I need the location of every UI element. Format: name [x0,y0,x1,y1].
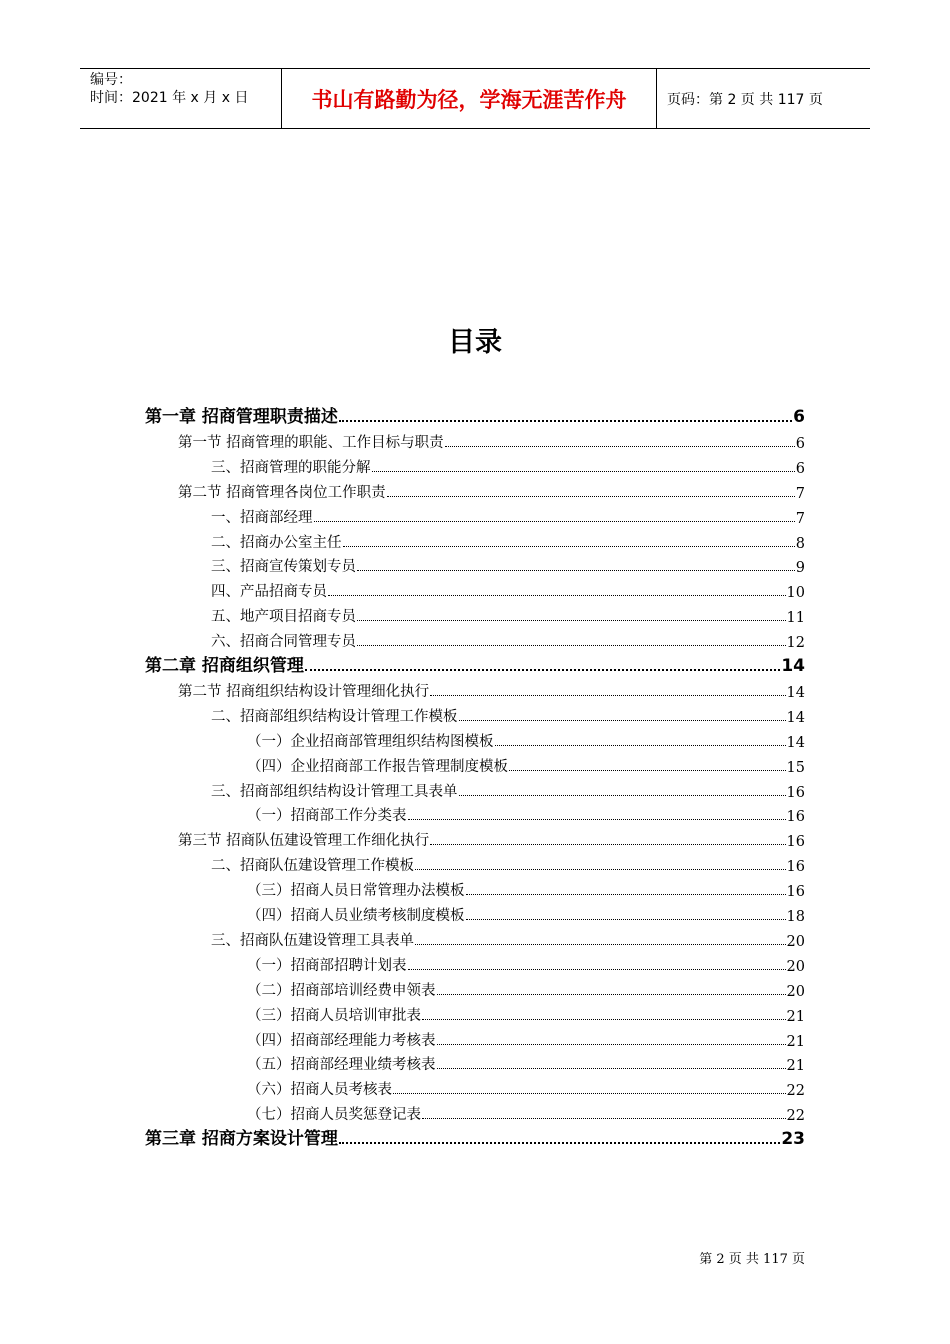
toc-entry-page: 23 [781,1129,805,1150]
toc-entry[interactable] [211,453,805,477]
toc-entry-page: 16 [786,784,805,801]
toc-entry[interactable] [247,752,805,776]
toc-entry-page: 20 [786,983,805,1000]
toc-entry[interactable] [145,1125,805,1149]
toc-entry[interactable] [247,1100,805,1124]
toc-leader-dots [357,620,786,621]
toc-entry-title: （六）招商人员考核表 [247,1082,392,1099]
toc-entry-page: 22 [786,1083,805,1100]
toc-entry-page: 14 [786,734,805,751]
toc-entry-title: （一）招商部招聘计划表 [247,957,407,974]
toc-entry[interactable] [211,602,805,626]
toc-entry[interactable] [178,478,805,502]
toc-entry[interactable] [211,503,805,527]
toc-entry-page: 6 [795,460,805,477]
toc-entry-page: 12 [786,635,805,652]
toc-leader-dots [357,645,786,646]
toc-entry-page: 21 [786,1008,805,1025]
toc-entry-title: 三、招商宣传策划专员 [211,559,356,576]
toc-entry-page: 9 [795,560,805,577]
toc-leader-dots [328,595,786,596]
toc-entry-page: 18 [786,909,805,925]
toc-entry-title: （七）招商人员奖惩登记表 [247,1107,421,1124]
toc-entry[interactable] [211,926,805,950]
toc-entry-title: （四）招商人员业绩考核制度模板 [247,908,465,924]
toc-entry-title: 三、招商管理的职能分解 [211,459,371,476]
toc-entry[interactable] [247,976,805,1000]
toc-entry-title: 二、招商队伍建设管理工作模板 [211,858,414,875]
toc-entry[interactable] [247,876,805,900]
toc-entry-title: 五、地产项目招商专员 [211,609,356,626]
toc-leader-dots [509,770,786,771]
toc-entry-page: 15 [786,759,805,776]
page-header [80,68,870,129]
toc-entry-page: 7 [795,485,805,502]
toc-leader-dots [459,795,786,796]
toc-leader-dots [305,669,780,671]
toc-entry-title: （四）招商部经理能力考核表 [247,1032,436,1049]
toc-entry[interactable] [211,552,805,576]
toc-leader-dots [466,919,786,920]
toc-entry-page: 6 [793,407,805,427]
toc-entry-title: 六、招商合同管理专员 [211,634,356,651]
toc-leader-dots [372,471,795,472]
header-page-label: 页码：第 2 页 共 117 页 [667,91,823,108]
toc-leader-dots [437,1068,786,1069]
toc-entry-page: 20 [786,933,805,950]
toc-entry[interactable] [211,851,805,875]
toc-entry-title: （五）招商部经理业绩考核表 [247,1057,436,1074]
toc-entry[interactable] [211,528,805,552]
toc-entry[interactable] [178,428,805,452]
toc-entry[interactable] [247,1050,805,1074]
toc-entry-title: 第三章 招商方案设计管理 [145,1129,338,1150]
toc-entry-title: （一）企业招商部管理组织结构图模板 [247,733,494,750]
toc-entry[interactable] [247,727,805,751]
toc-entry-title: （三）招商人员日常管理办法模板 [247,883,465,900]
toc-entry-title: 三、招商队伍建设管理工具表单 [211,932,414,949]
toc-entry[interactable] [247,801,805,825]
toc-leader-dots [339,1142,780,1144]
toc-leader-dots [445,446,795,447]
toc-leader-dots [422,1118,786,1119]
toc-leader-dots [415,869,786,870]
toc-leader-dots [408,969,786,970]
toc-entry-title: （四）企业招商部工作报告管理制度模板 [247,758,508,775]
toc-entry-title: 第二节 招商组织结构设计管理细化执行 [178,683,430,700]
toc-entry-title: 第二章 招商组织管理 [145,656,304,676]
toc-entry-title: （二）招商部培训经费申领表 [247,982,436,999]
toc-entry-page: 16 [786,834,805,851]
toc-leader-dots [422,1019,786,1020]
toc-entry-page: 14 [781,656,805,676]
toc-entry[interactable] [145,403,805,427]
toc-entry-title: （一）招商部工作分类表 [247,808,407,825]
toc-entry[interactable] [247,1026,805,1050]
toc-leader-dots [459,720,786,721]
toc-entry[interactable] [211,577,805,601]
toc-entry-title: 第一章 招商管理职责描述 [145,407,338,427]
toc-entry-title: 三、招商部组织结构设计管理工具表单 [211,783,458,800]
toc-entry-page: 8 [795,535,805,552]
toc-leader-dots [408,819,786,820]
toc-entry-page: 6 [795,435,805,452]
toc-entry-title: 第一节 招商管理的职能、工作目标与职责 [178,434,444,451]
toc-leader-dots [387,496,795,497]
toc-entry-page: 16 [786,859,805,876]
toc-leader-dots [430,844,785,845]
toc-entry[interactable] [211,627,805,651]
toc-leader-dots [314,521,795,522]
toc-entry[interactable] [211,702,805,726]
toc-leader-dots [495,745,786,746]
toc-entry-title: （三）招商人员培训审批表 [247,1007,421,1024]
toc-entry-page: 16 [786,884,805,901]
toc-leader-dots [415,944,786,945]
toc-leader-dots [430,695,785,696]
toc-leader-dots [437,1044,786,1045]
toc-entry-page: 7 [795,510,805,527]
toc-entry-page: 21 [786,1058,805,1075]
number-label: 编号： [90,72,132,88]
toc-entry-title: 第三节 招商队伍建设管理工作细化执行 [178,833,430,850]
toc-leader-dots [357,570,795,571]
toc-entry-page: 22 [786,1108,805,1125]
toc-entry-title: 二、招商部组织结构设计管理工作模板 [211,708,458,725]
toc-entry-page: 10 [786,585,805,602]
toc-leader-dots [437,994,786,995]
toc-entry-title: 一、招商部经理 [211,509,313,526]
page-title: 目录 [448,327,502,358]
header-meta [80,69,282,128]
toc-entry[interactable] [247,901,805,925]
toc-entry-page: 11 [786,610,805,627]
toc-entry[interactable] [247,1075,805,1099]
toc-entry-page: 14 [786,684,805,701]
toc-leader-dots [343,546,795,547]
toc-leader-dots [393,1093,786,1094]
toc-leader-dots [466,894,786,895]
toc-entry-title: 四、产品招商专员 [211,584,327,601]
toc-entry-title: 二、招商办公室主任 [211,534,342,551]
toc-entry[interactable] [145,652,805,676]
toc-entry[interactable] [178,677,805,701]
toc-entry-page: 16 [786,809,805,826]
toc-entry-page: 20 [786,958,805,975]
header-motto: 书山有路勤为径，学海无涯苦作舟 [282,69,657,128]
toc-entry[interactable] [247,951,805,975]
toc-entry-title: 第二节 招商管理各岗位工作职责 [178,484,386,501]
toc-entry-page: 21 [786,1033,805,1050]
toc-entry[interactable] [178,826,805,850]
toc-entry[interactable] [211,777,805,801]
time-label: 时间：2021 年 x 月 x 日 [90,90,249,106]
page-footer: 第 2 页 共 117 页 [699,1252,805,1267]
toc-entry[interactable] [247,1001,805,1025]
toc-entry-page: 14 [786,709,805,726]
toc-leader-dots [339,420,792,422]
